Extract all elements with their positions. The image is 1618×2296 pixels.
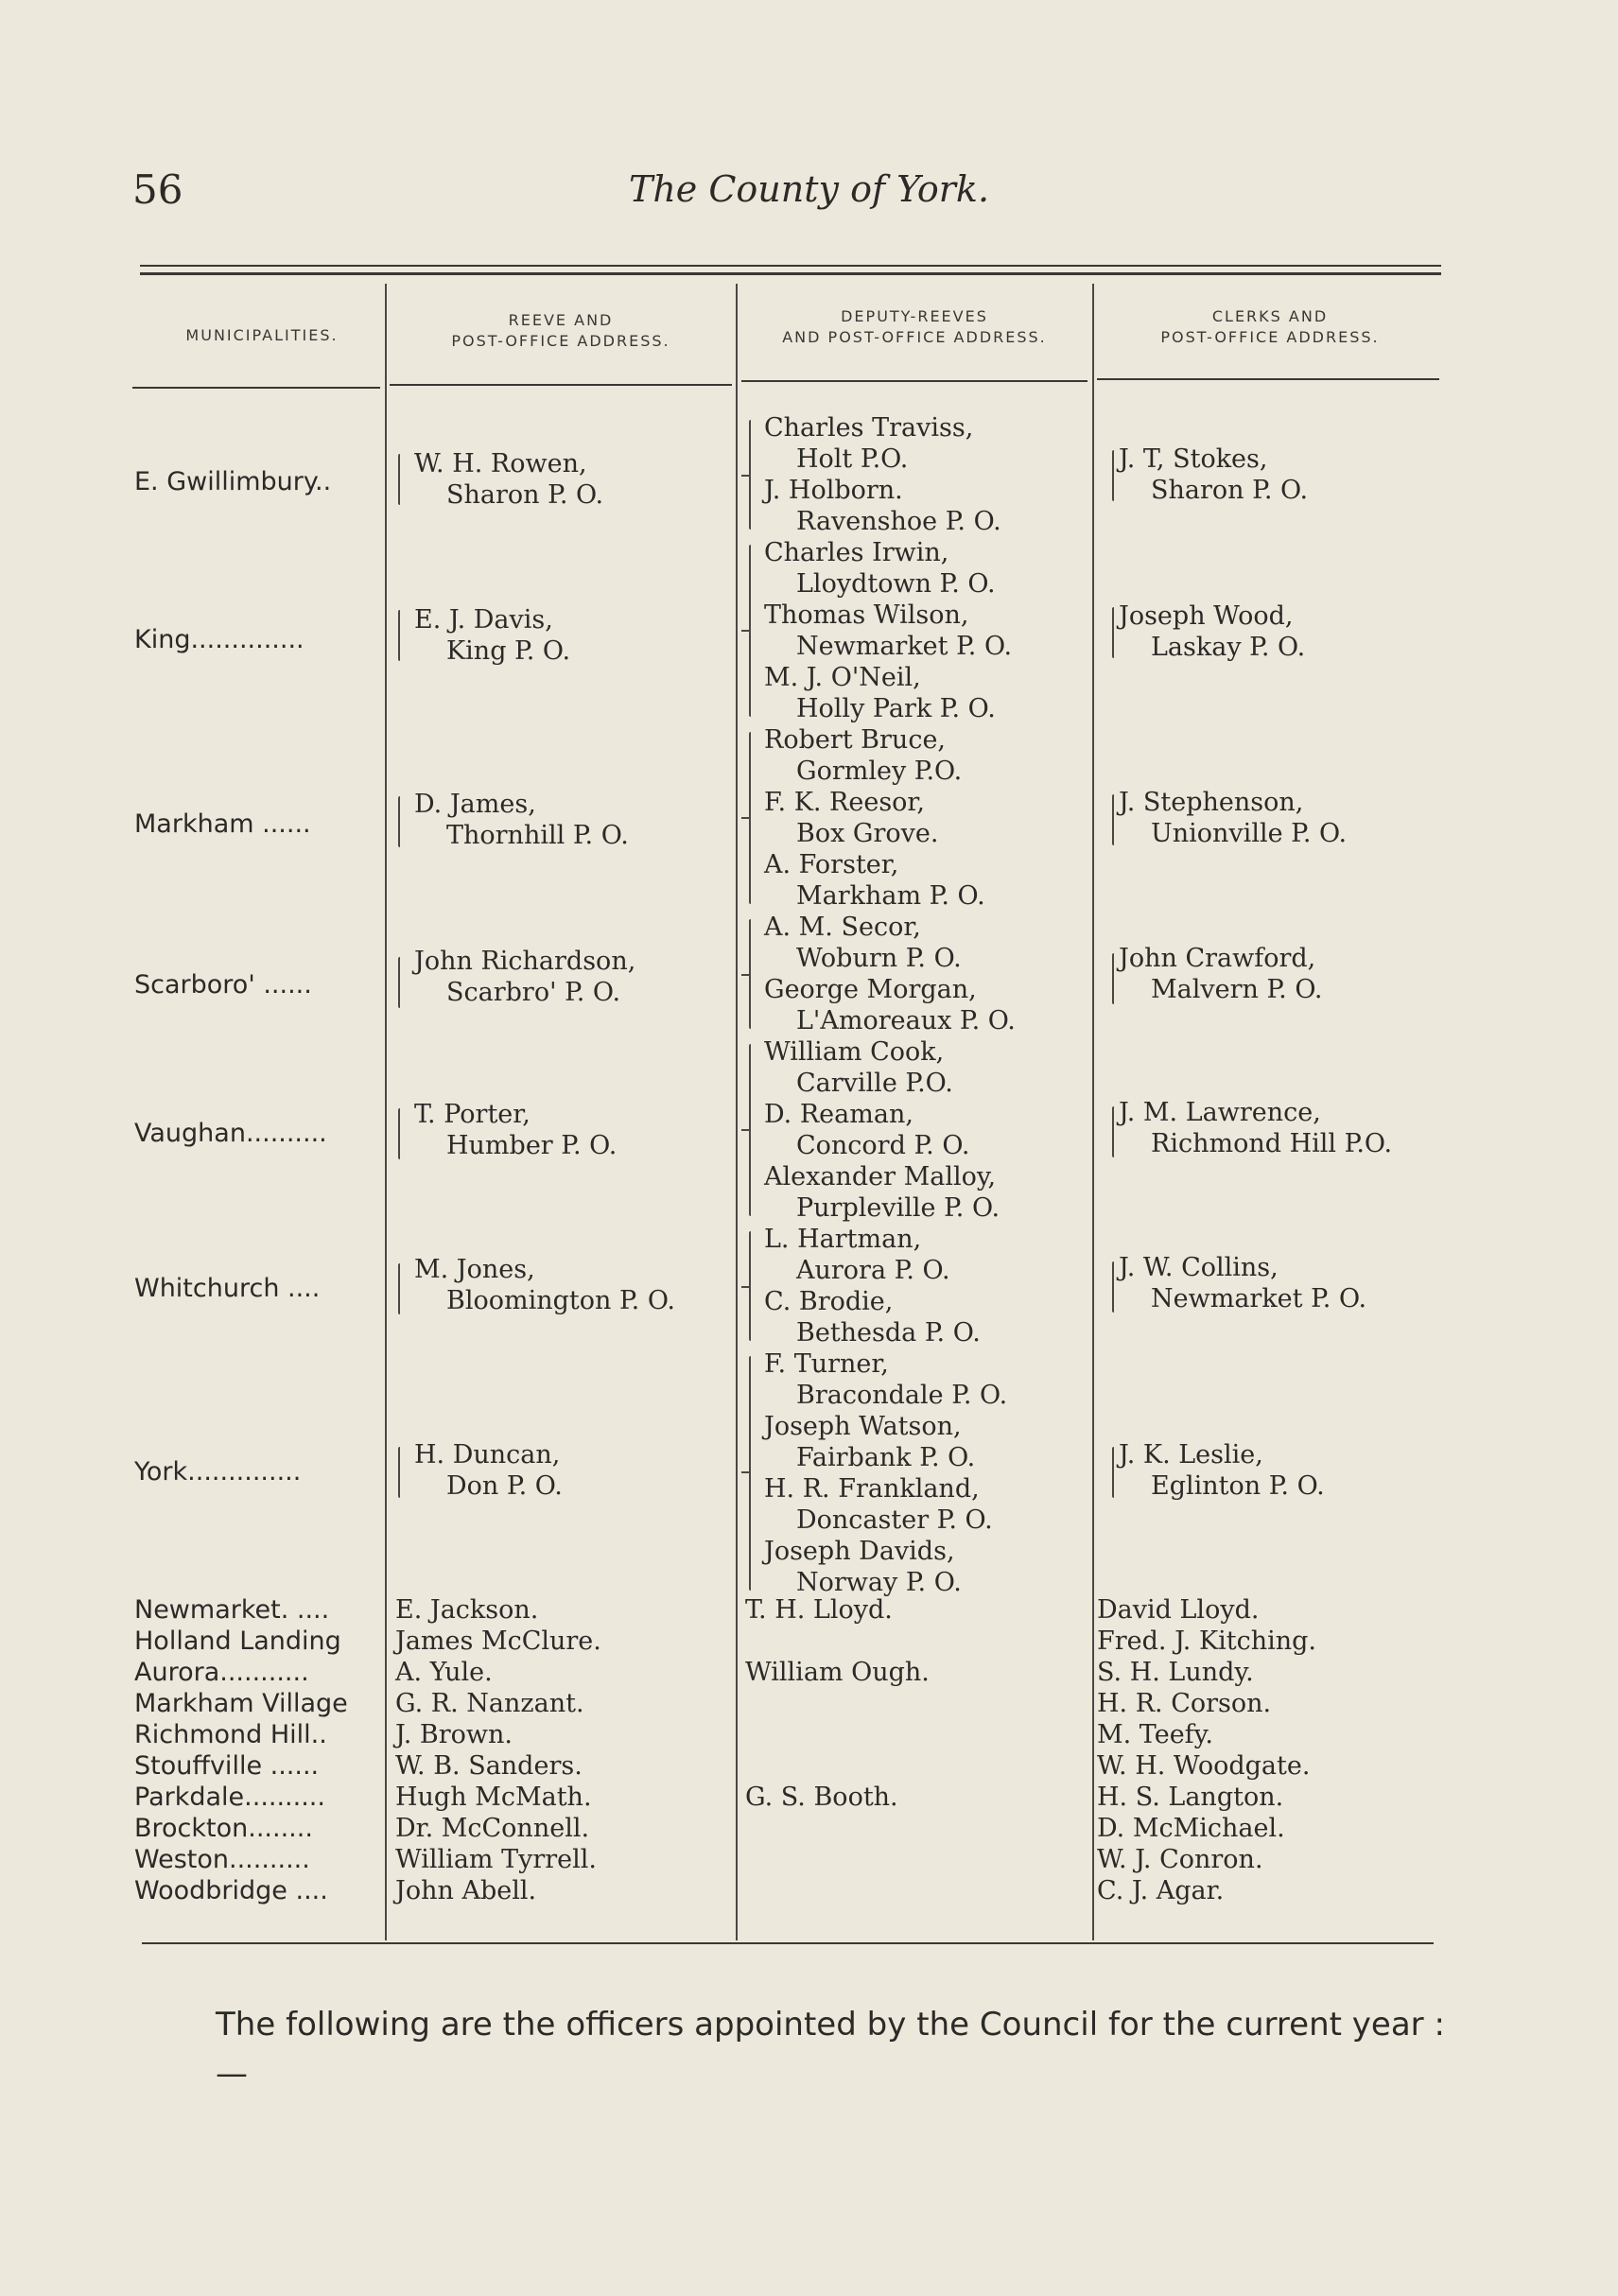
- header-clerks: CLERKS AND POST-OFFICE ADDRESS.: [1160, 307, 1380, 346]
- running-title: The County of York.: [628, 168, 990, 210]
- deputy-reeves-list: [764, 412, 1016, 1598]
- village-clerk: M. Teefy.: [1097, 1720, 1213, 1749]
- clerk-name: Joseph Wood,: [1119, 601, 1294, 631]
- deputy-brace-tick: [741, 630, 749, 632]
- village-deputy: [745, 1626, 930, 1657]
- header-rule: [390, 384, 732, 386]
- deputy-brace-tick: [741, 1471, 749, 1473]
- deputy-address: Bracondale P. O.: [796, 1381, 1008, 1410]
- footer-paragraph: The following are the officers appointed by the Council for the current year :—: [216, 2006, 1445, 2093]
- village-deputy: [745, 1875, 930, 1906]
- deputy-name: D. Reaman,: [764, 1100, 913, 1129]
- clerk-name: J. K. Leslie,: [1119, 1440, 1263, 1470]
- clerk-brace: [1112, 1106, 1114, 1157]
- village-reeve: James McClure.: [395, 1626, 601, 1656]
- township-name: Whitchurch ....: [134, 1274, 321, 1303]
- clerk-address: Eglinton P. O.: [1151, 1471, 1325, 1501]
- township-name: Markham ......: [134, 809, 311, 839]
- deputy-name: L. Hartman,: [764, 1225, 922, 1254]
- village-clerk: D. McMichael.: [1097, 1814, 1285, 1843]
- village-deputy: William Ough.: [745, 1658, 930, 1687]
- village-name: Parkdale..........: [134, 1783, 325, 1812]
- reeve-address: Scarbro' P. O.: [446, 978, 621, 1007]
- reeve-brace: [398, 957, 400, 1008]
- top-rule: [140, 272, 1441, 275]
- deputy-name: Charles Traviss,: [764, 413, 974, 443]
- village-clerk: H. R. Corson.: [1097, 1689, 1272, 1718]
- top-rule: [140, 265, 1441, 267]
- deputy-name: J. Holborn.: [764, 476, 903, 505]
- reeve-name: T. Porter,: [414, 1100, 531, 1129]
- reeve-address: Thornhill P. O.: [446, 821, 629, 850]
- deputy-brace-tick: [741, 475, 749, 477]
- village-reeve: G. R. Nanzant.: [395, 1689, 584, 1718]
- village-clerk: H. S. Langton.: [1097, 1783, 1284, 1812]
- clerk-name: J. W. Collins,: [1119, 1253, 1279, 1282]
- deputy-name: F. Turner,: [764, 1349, 889, 1379]
- page-number: 56: [132, 166, 183, 213]
- clerk-brace: [1112, 794, 1114, 845]
- village-name: Holland Landing: [134, 1626, 341, 1656]
- village-deputy: [745, 1750, 930, 1782]
- clerk-brace: [1112, 1261, 1114, 1313]
- deputy-name: Thomas Wilson,: [764, 600, 969, 630]
- reeve-address: Bloomington P. O.: [446, 1286, 675, 1315]
- village-name: Aurora...........: [134, 1658, 309, 1687]
- village-name: Stouffville ......: [134, 1751, 320, 1781]
- deputy-address: Markham P. O.: [796, 881, 985, 911]
- deputy-address: Concord P. O.: [796, 1131, 970, 1160]
- clerk-address: Unionville P. O.: [1151, 819, 1348, 848]
- deputy-address: Lloydtown P. O.: [796, 569, 996, 599]
- deputy-name: C. Brodie,: [764, 1287, 894, 1316]
- clerk-brace: [1112, 607, 1114, 658]
- reeve-brace: [398, 454, 400, 505]
- village-deputy: T. H. Lloyd.: [745, 1595, 893, 1625]
- deputy-brace: [749, 1231, 751, 1341]
- village-deputy: [745, 1688, 930, 1719]
- deputy-name: A. Forster,: [764, 850, 899, 879]
- village-deputy: [745, 1844, 930, 1875]
- column-divider: [1092, 284, 1094, 1940]
- deputy-name: William Cook,: [764, 1037, 945, 1067]
- clerk-name: J. M. Lawrence,: [1119, 1098, 1321, 1127]
- village-reeve: J. Brown.: [395, 1720, 513, 1749]
- deputy-brace: [749, 1356, 751, 1591]
- village-name: Newmarket. ....: [134, 1595, 330, 1625]
- clerk-address: Sharon P. O.: [1151, 476, 1309, 505]
- deputy-name: Charles Irwin,: [764, 538, 949, 567]
- deputy-name: Alexander Malloy,: [764, 1162, 997, 1191]
- header-municipalities: MUNICIPALITIES.: [185, 326, 339, 344]
- column-divider: [385, 284, 387, 1940]
- clerk-brace: [1112, 1447, 1114, 1498]
- reeve-address: Don P. O.: [446, 1471, 563, 1501]
- village-clerk: Fred. J. Kitching.: [1097, 1626, 1317, 1656]
- deputy-brace: [749, 545, 751, 717]
- clerk-name: J. Stephenson,: [1119, 788, 1304, 817]
- village-reeve: Hugh McMath.: [395, 1783, 592, 1812]
- village-clerk: S. H. Lundy.: [1097, 1658, 1254, 1687]
- village-clerk: W. H. Woodgate.: [1097, 1751, 1311, 1781]
- village-reeve: William Tyrrell.: [395, 1845, 598, 1874]
- deputy-name: Joseph Watson,: [764, 1412, 962, 1441]
- deputy-address: Newmarket P. O.: [796, 632, 1013, 661]
- reeve-name: John Richardson,: [414, 947, 636, 976]
- deputy-name: George Morgan,: [764, 975, 977, 1004]
- deputy-brace: [749, 1044, 751, 1216]
- header-rule: [741, 380, 1087, 382]
- deputy-address: Fairbank P. O.: [796, 1443, 976, 1472]
- reeve-address: Humber P. O.: [446, 1131, 618, 1160]
- deputy-name: Robert Bruce,: [764, 725, 947, 755]
- clerk-address: Richmond Hill P.O.: [1151, 1129, 1393, 1158]
- village-deputy: G. S. Booth.: [745, 1783, 898, 1812]
- village-reeves: [395, 1594, 601, 1906]
- deputy-address: Bethesda P. O.: [796, 1318, 981, 1348]
- deputy-address: Ravenshoe P. O.: [796, 507, 1001, 536]
- deputy-brace: [749, 732, 751, 904]
- township-name: Vaughan..........: [134, 1119, 327, 1148]
- deputy-address: Norway P. O.: [796, 1568, 962, 1597]
- clerk-brace: [1112, 953, 1114, 1004]
- reeve-name: H. Duncan,: [414, 1440, 561, 1470]
- deputy-address: Carville P.O.: [796, 1069, 953, 1098]
- village-names: [134, 1594, 348, 1906]
- clerk-name: J. T, Stokes,: [1119, 444, 1268, 474]
- clerk-address: Newmarket P. O.: [1151, 1284, 1367, 1313]
- column-divider: [736, 284, 738, 1940]
- village-clerk: W. J. Conron.: [1097, 1845, 1263, 1874]
- header-reeve: REEVE AND POST-OFFICE ADDRESS.: [451, 311, 670, 350]
- village-deputy: [745, 1719, 930, 1750]
- deputy-address: Box Grove.: [796, 819, 939, 848]
- reeve-address: Sharon P. O.: [446, 480, 604, 510]
- deputy-brace-tick: [741, 974, 749, 976]
- deputy-address: Gormley P.O.: [796, 757, 963, 786]
- deputy-address: Holt P.O.: [796, 444, 909, 474]
- deputy-name: F. K. Reesor,: [764, 788, 925, 817]
- deputy-brace-tick: [741, 817, 749, 819]
- deputy-address: L'Amoreaux P. O.: [796, 1006, 1016, 1035]
- deputy-name: M. J. O'Neil,: [764, 663, 921, 692]
- header-rule: [132, 387, 380, 389]
- reeve-address: King P. O.: [446, 636, 571, 666]
- deputy-address: Holly Park P. O.: [796, 694, 996, 723]
- deputy-brace-tick: [741, 1129, 749, 1131]
- village-deputy: [745, 1813, 930, 1844]
- village-reeve: E. Jackson.: [395, 1595, 539, 1625]
- header-deputy-reeves: DEPUTY-REEVES AND POST-OFFICE ADDRESS.: [782, 307, 1047, 346]
- reeve-name: M. Jones,: [414, 1255, 535, 1284]
- deputy-address: Woburn P. O.: [796, 944, 962, 973]
- village-clerk: David Lloyd.: [1097, 1595, 1260, 1625]
- reeve-brace: [398, 610, 400, 661]
- reeve-brace: [398, 1447, 400, 1498]
- township-name: York..............: [134, 1457, 302, 1487]
- deputy-brace: [749, 420, 751, 530]
- village-name: Markham Village: [134, 1689, 348, 1718]
- reeve-brace: [398, 1108, 400, 1159]
- village-name: Richmond Hill..: [134, 1720, 327, 1749]
- clerk-brace: [1112, 450, 1114, 501]
- village-clerk: C. J. Agar.: [1097, 1876, 1225, 1905]
- village-reeve: W. B. Sanders.: [395, 1751, 583, 1781]
- deputy-brace: [749, 919, 751, 1029]
- deputy-address: Purpleville P. O.: [796, 1193, 1000, 1223]
- reeve-brace: [398, 796, 400, 847]
- township-name: King..............: [134, 625, 304, 654]
- deputy-address: Aurora P. O.: [796, 1256, 950, 1285]
- village-name: Brockton........: [134, 1814, 313, 1843]
- village-name: Weston..........: [134, 1845, 310, 1874]
- village-name: Woodbridge ....: [134, 1876, 328, 1905]
- clerk-address: Malvern P. O.: [1151, 975, 1323, 1004]
- reeve-name: W. H. Rowen,: [414, 449, 587, 478]
- reeve-brace: [398, 1263, 400, 1314]
- township-name: Scarboro' ......: [134, 970, 312, 1000]
- reeve-name: E. J. Davis,: [414, 605, 553, 635]
- bottom-rule: [142, 1942, 1434, 1944]
- village-reeve: John Abell.: [395, 1876, 537, 1905]
- header-rule: [1097, 378, 1439, 380]
- deputy-name: A. M. Secor,: [764, 913, 921, 942]
- village-reeve: Dr. McConnell.: [395, 1814, 590, 1843]
- village-reeve: A. Yule.: [395, 1658, 493, 1687]
- clerk-address: Laskay P. O.: [1151, 633, 1306, 662]
- reeve-name: D. James,: [414, 790, 536, 819]
- deputy-name: H. R. Frankland,: [764, 1474, 980, 1504]
- village-deputies: [745, 1594, 930, 1906]
- clerk-name: John Crawford,: [1119, 944, 1316, 973]
- deputy-address: Doncaster P. O.: [796, 1505, 993, 1535]
- deputy-name: Joseph Davids,: [764, 1537, 955, 1566]
- deputy-brace-tick: [741, 1286, 749, 1288]
- township-name: E. Gwillimbury..: [134, 467, 332, 496]
- village-clerks: [1097, 1594, 1316, 1906]
